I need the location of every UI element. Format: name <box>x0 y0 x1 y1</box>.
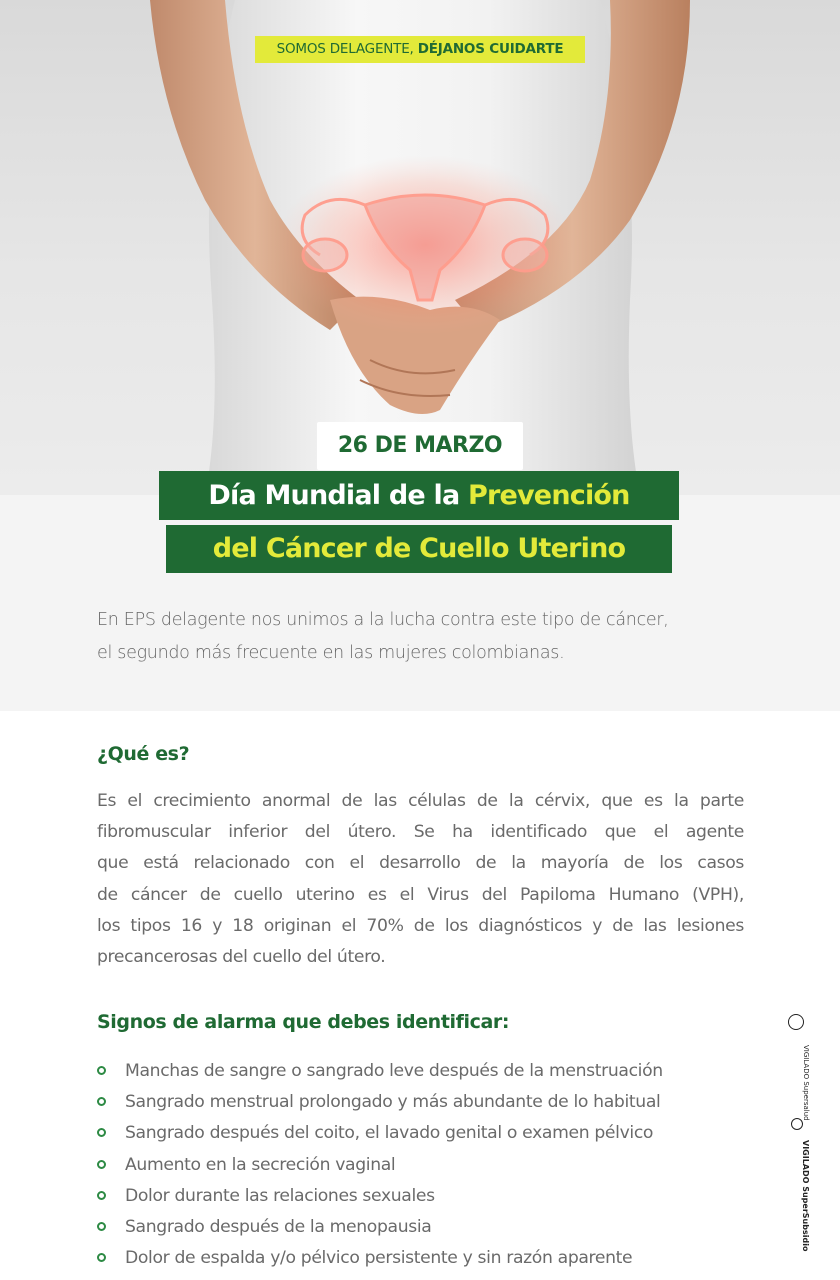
bullet-icon <box>97 1160 106 1169</box>
intro-text <box>97 604 757 670</box>
list-item <box>97 1212 757 1243</box>
regulator-logos <box>784 1010 814 1252</box>
list-item-text: Aumento en la secreción vaginal <box>125 1154 396 1175</box>
intro-line: En EPS delagente nos unimos a la lucha contra este tipo de cáncer, <box>97 610 669 630</box>
supersalud-logo: VIGILADO Supersalud <box>802 1045 810 1121</box>
intro-line: el segundo más frecuente en las mujeres colombianas. <box>97 643 565 663</box>
list-item-text: Dolor de espalda y/o pélvico persistente y sin razón aparente <box>125 1248 633 1269</box>
list-item-text: Sangrado después del coito, el lavado genital o examen pélvico <box>125 1123 654 1144</box>
que-es-paragraph <box>97 786 744 973</box>
bullet-icon <box>97 1191 106 1200</box>
hero-image <box>0 0 840 495</box>
paragraph-line: que está relacionado con el desarrollo de la mayoría de los casos <box>97 853 744 874</box>
warning-signs-list <box>97 1056 757 1274</box>
paragraph-line: fibromuscular inferior del útero. Se ha identificado que el agente <box>97 822 744 843</box>
list-item <box>97 1118 757 1149</box>
list-item-text: Dolor durante las relaciones sexuales <box>125 1185 435 1206</box>
list-item-text: Sangrado menstrual prolongado y más abundante de lo habitual <box>125 1092 661 1113</box>
paragraph-line: de cáncer de cuello uterino es el Virus del Papiloma Humano (VPH), <box>97 884 744 905</box>
slogan-banner <box>255 36 585 63</box>
paragraph-line: precancerosas del cuello del útero. <box>97 946 386 967</box>
list-item-text: Manchas de sangre o sangrado leve después de la menstruación <box>125 1061 663 1081</box>
event-title-line1 <box>159 471 679 520</box>
list-item <box>97 1243 757 1274</box>
woman-illustration <box>0 0 840 495</box>
title-line2-text: del Cáncer de Cuello Uterino <box>212 533 626 564</box>
bullet-icon <box>97 1222 106 1231</box>
slogan-bold: DÉJANOS CUIDARTE <box>417 41 564 57</box>
section-heading-signos: Signos de alarma que debes identificar: <box>97 1011 510 1033</box>
bullet-icon <box>97 1097 106 1106</box>
section-heading-que-es: ¿Qué es? <box>97 743 190 765</box>
paragraph-line: los tipos 16 y 18 originan el 70% de los diagnósticos y de las lesiones <box>97 915 744 936</box>
event-title-line2 <box>166 525 672 573</box>
paragraph-line: Es el crecimiento anormal de las células de la cérvix, que es la parte <box>97 791 744 811</box>
slogan-prefix: SOMOS DELAGENTE, <box>276 41 414 57</box>
list-item-text: Sangrado después de la menopausia <box>125 1216 432 1237</box>
event-date: 26 DE MARZO <box>317 422 523 470</box>
list-item <box>97 1056 757 1087</box>
bullet-icon <box>97 1066 106 1075</box>
bullet-icon <box>97 1128 106 1137</box>
supersubsidio-logo: VIGILADO SuperSubsidio <box>801 1140 810 1252</box>
list-item <box>97 1181 757 1212</box>
list-item <box>97 1150 757 1181</box>
supersalud-logo-icon <box>788 1014 804 1030</box>
title-line1-text: Día Mundial de la <box>208 480 460 511</box>
bullet-icon <box>97 1253 106 1262</box>
list-item <box>97 1087 757 1118</box>
title-line1-highlight: Prevención <box>467 480 630 511</box>
supersubsidio-logo-icon <box>791 1118 803 1130</box>
